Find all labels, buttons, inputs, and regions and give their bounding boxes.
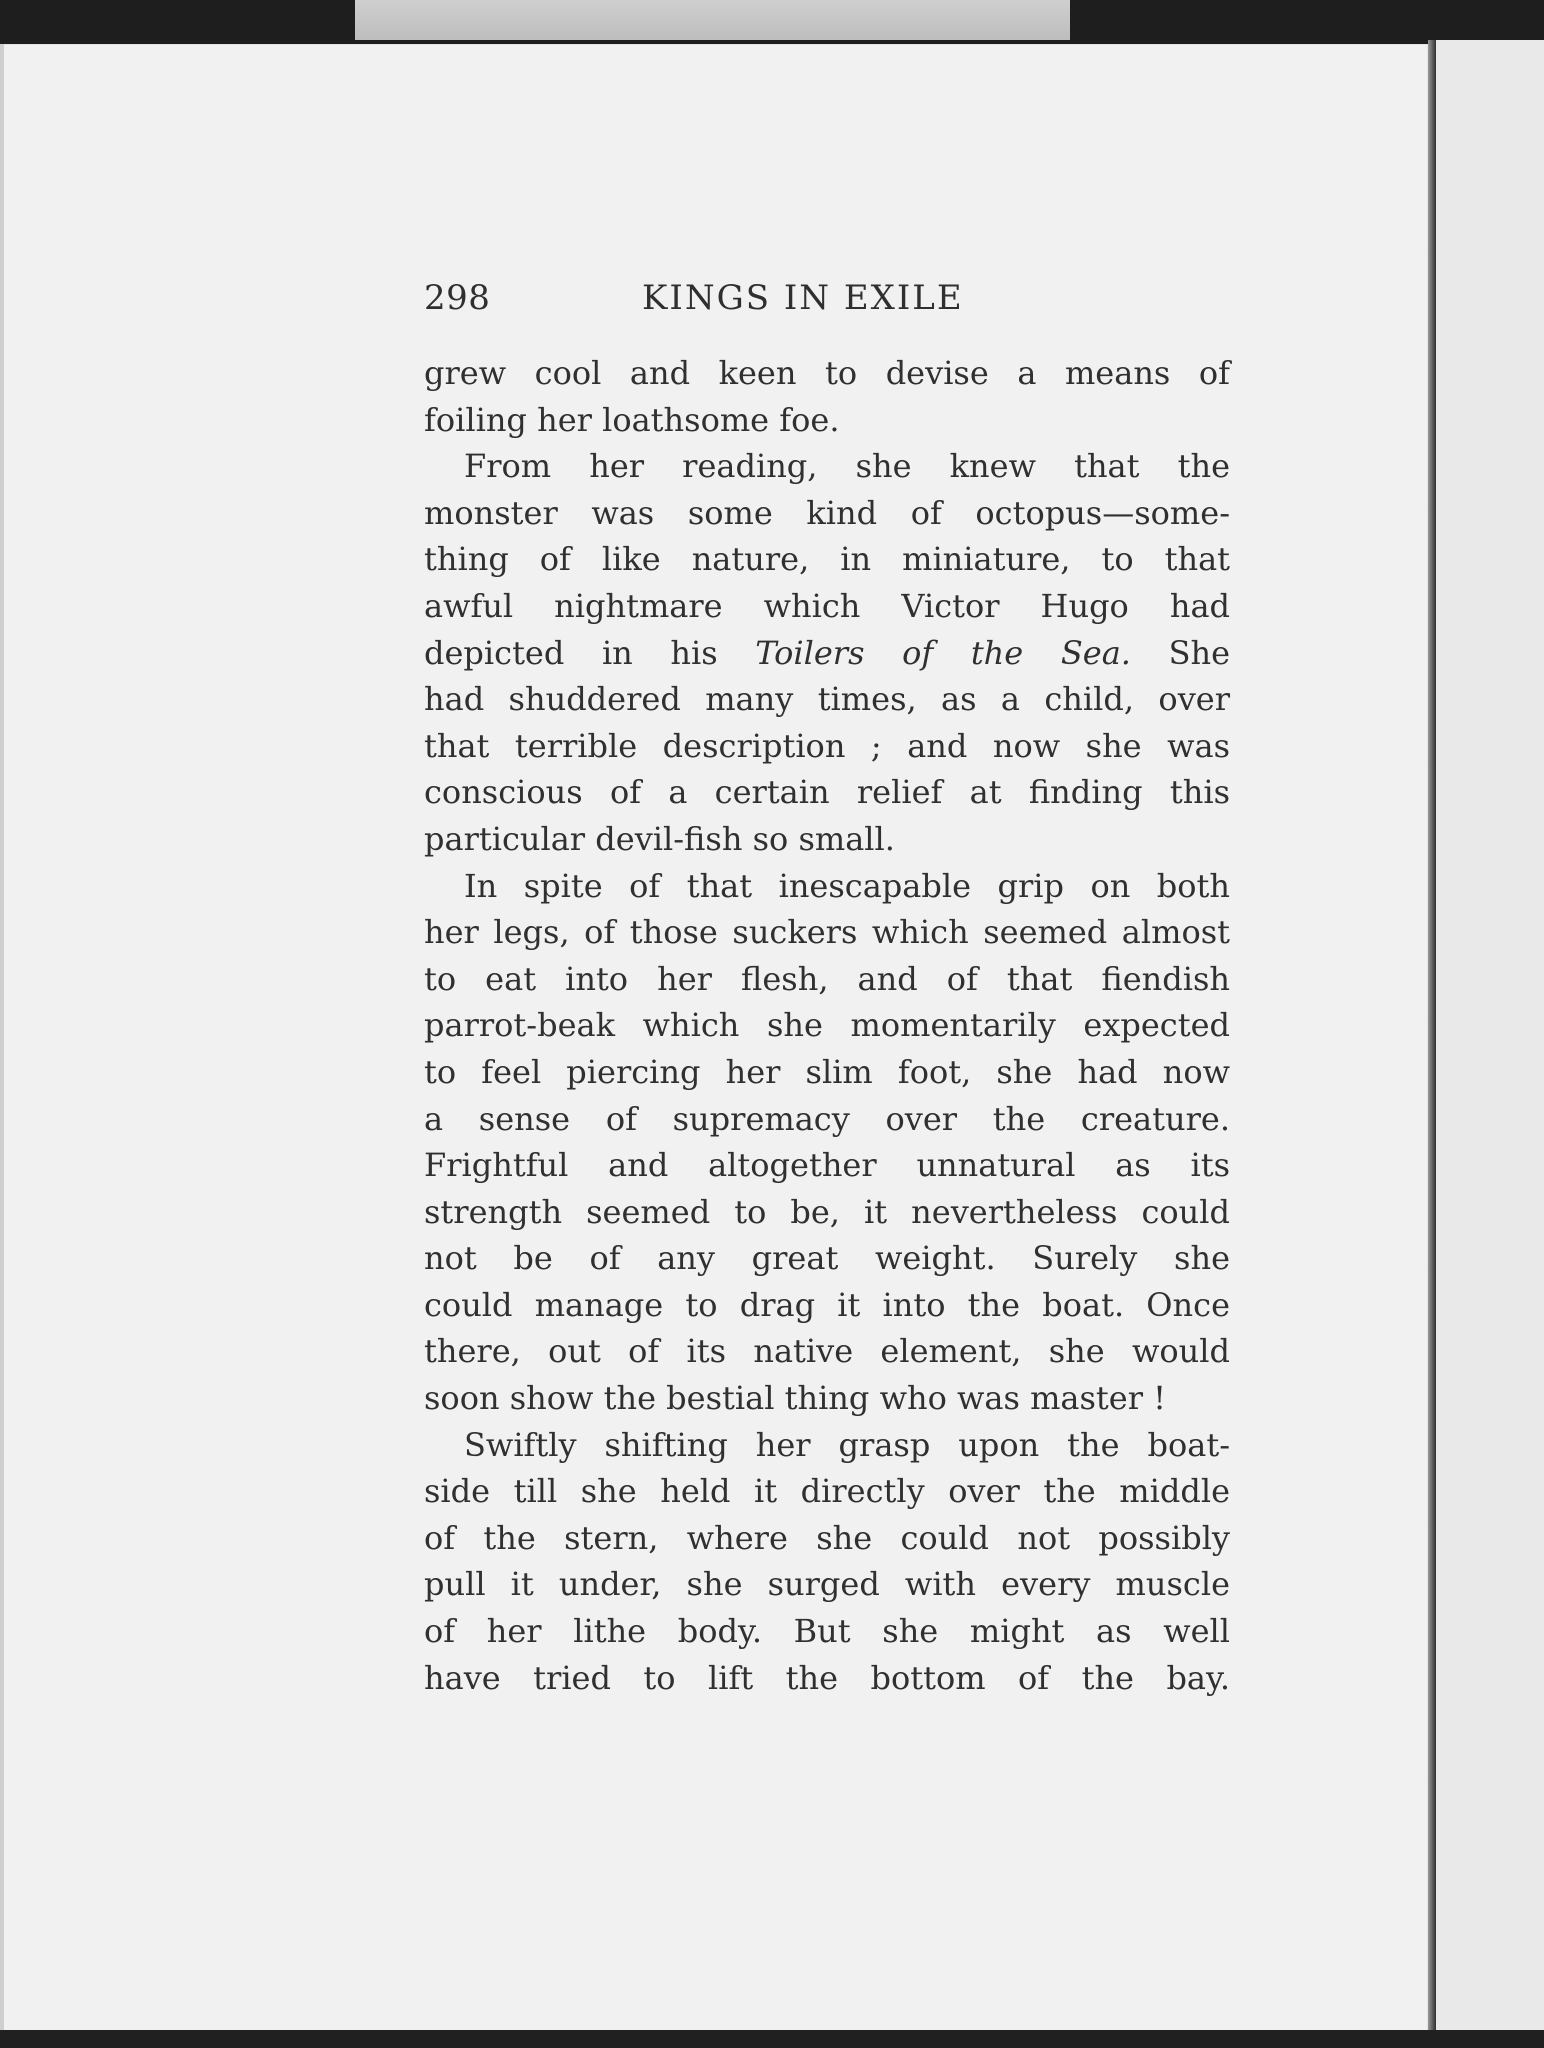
text-line: her legs, of those suckers which seemed almost <box>424 913 1230 952</box>
book-title-italic: Toilers of the Sea. <box>755 633 1131 672</box>
text-line: of the stern, where she could not possibly <box>424 1518 1230 1557</box>
text-line: that terrible description ; and now she was <box>424 726 1230 765</box>
text-line: not be of any great weight. Surely she <box>424 1239 1230 1278</box>
running-header <box>424 278 1232 328</box>
text-line: Swiftly shifting her grasp upon the boat- <box>464 1425 1230 1464</box>
text-span: depicted in his <box>424 633 718 672</box>
text-line: In spite of that inescapable grip on both <box>464 866 1230 905</box>
page-left-edge <box>0 44 4 2036</box>
running-head-title: KINGS IN EXILE <box>642 278 964 318</box>
text-line: soon show the bestial thing who was master ! <box>424 1379 1167 1418</box>
text-line: a sense of supremacy over the creature. <box>424 1099 1230 1138</box>
text-line: foiling her loathsome foe. <box>424 400 840 439</box>
text-span: She <box>1168 633 1231 672</box>
text-line: Frightful and altogether unnatural as its <box>424 1146 1230 1185</box>
text-line: to eat into her flesh, and of that fiendish <box>424 959 1230 998</box>
text-line: particular devil-fish so small. <box>424 819 895 858</box>
body-text <box>424 350 1230 1701</box>
text-line: have tried to lift the bottom of the bay. <box>424 1658 1230 1697</box>
text-line: parrot-beak which she momentarily expected <box>424 1006 1230 1045</box>
text-line: strength seemed to be, it nevertheless could <box>424 1192 1230 1231</box>
scan-top-highlight <box>355 0 1070 40</box>
text-line: thing of like nature, in miniature, to that <box>424 540 1230 579</box>
text-line: conscious of a certain relief at finding this <box>424 773 1230 812</box>
text-line: grew cool and keen to devise a means of <box>424 354 1230 392</box>
text-line: From her reading, she knew that the <box>464 447 1230 486</box>
page-number: 298 <box>424 278 491 318</box>
text-line: had shuddered many times, as a child, over <box>424 680 1230 719</box>
text-line: there, out of its native element, she would <box>424 1332 1230 1371</box>
scan-bottom-border <box>0 2030 1544 2048</box>
text-line: pull it under, she surged with every muscle <box>424 1565 1230 1604</box>
text-line: to feel piercing her slim foot, she had now <box>424 1052 1230 1091</box>
text-line <box>424 630 1230 677</box>
text-line: side till she held it directly over the middle <box>424 1472 1230 1511</box>
book-gutter <box>1428 40 1436 2040</box>
text-line: awful nightmare which Victor Hugo had <box>424 586 1230 625</box>
facing-page-strip <box>1436 40 1544 2040</box>
text-line: could manage to drag it into the boat. Once <box>424 1285 1230 1324</box>
text-line: of her lithe body. But she might as well <box>424 1612 1230 1651</box>
text-line: monster was some kind of octopus—some- <box>424 493 1230 532</box>
